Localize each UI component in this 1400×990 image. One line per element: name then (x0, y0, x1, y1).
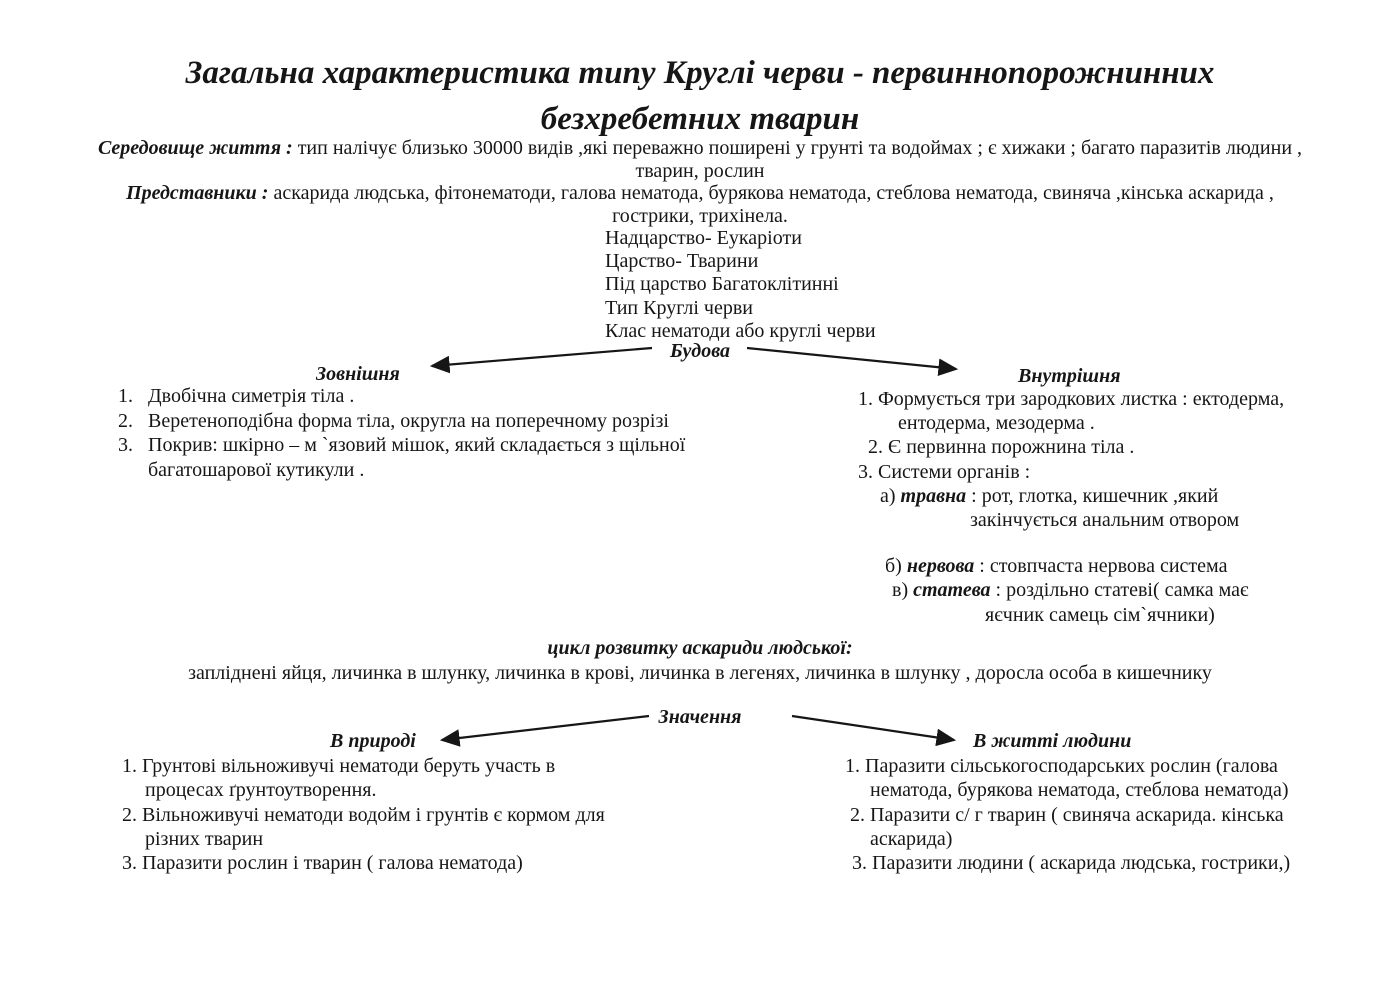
sub-item-continuation: закінчується анальним отвором (970, 509, 1240, 532)
representatives-line1 (40, 182, 1360, 205)
item-number: 1. (118, 385, 133, 407)
human-significance-heading: В житті людини (973, 730, 1132, 752)
internal-structure-list (858, 387, 1378, 627)
sub-item-prefix: в) (892, 579, 914, 602)
sub-item-digestive (880, 484, 1378, 508)
item-line: багатошарової кутикули . (148, 458, 365, 481)
taxonomy-line-phylum: Тип Круглі черви (605, 296, 754, 319)
list-item-line: 2. Паразити с/ г тварин ( свиняча аскарида. кінська (850, 803, 1284, 826)
list-item-line: процесах ґрунтоутворення. (145, 779, 377, 802)
list-item-line: ентодерма, мезодерма . (898, 412, 1095, 435)
taxonomy-line-superkingdom: Надцарство- Еукаріоти (605, 227, 802, 249)
page-title (0, 50, 1400, 142)
human-significance-list (845, 754, 1385, 875)
taxonomy-list (605, 227, 876, 343)
representatives-label: Представники : (126, 182, 269, 204)
external-structure-heading: Зовнішня (316, 363, 400, 385)
page-title-line2: безхребетних тварин (540, 101, 860, 137)
habitat-text: тип налічує близько 30000 видів ,які переважно поширені у грунті та водоймах ; є хижаки ; багато паразитів людини , (297, 137, 1303, 159)
list-item-line: аскарида) (870, 827, 953, 850)
representatives-text: аскарида людська, фітонематоди, галова нематода, бурякова нематода, стеблова нематода, свиняча ,кінська аскарида , (273, 182, 1274, 204)
list-item-line: 1. Формується три зародкових листка : ектодерма, (858, 388, 1285, 410)
list-item-line: різних тварин (145, 827, 264, 850)
sub-item-nervous (885, 554, 1378, 578)
item-body (148, 433, 685, 482)
list-item-line: 3. Паразити людини ( аскарида людська, гострики,) (852, 852, 1291, 875)
habitat-line1 (40, 137, 1360, 160)
list-item (118, 409, 758, 434)
nature-significance-heading: В природі (330, 730, 416, 752)
item-number: 3. (118, 434, 133, 456)
representatives-paragraph (40, 182, 1360, 227)
sub-item-text: : стовпчаста нервова система (974, 555, 1228, 578)
habitat-line2: тварин, рослин (635, 159, 765, 182)
list-item-line: 1. Паразити сільськогосподарських рослин (галова (845, 755, 1278, 777)
list-item-line: 3. Паразити рослин і тварин ( галова нематода) (122, 852, 523, 875)
sub-item-keyword: нервова (906, 555, 975, 578)
sub-item-keyword: статева (913, 579, 991, 602)
taxonomy-line-class: Клас нематоди або круглі черви (605, 319, 876, 342)
list-item (118, 433, 758, 482)
sub-item-text: : роздільно статеві( самка має (990, 579, 1249, 602)
item-line: Веретеноподібна форма тіла, округла на поперечному розрізі (148, 409, 669, 432)
sub-item-text: : рот, глотка, кишечник ,який (966, 484, 1219, 507)
sub-item-reproductive (892, 578, 1378, 602)
nature-significance-list (122, 754, 742, 875)
taxonomy-line-kingdom: Царство- Тварини (605, 250, 759, 273)
item-line: Двобічна симетрія тіла . (148, 385, 355, 407)
sub-item-keyword: травна (900, 484, 967, 507)
sub-item-prefix: б) (885, 555, 907, 578)
list-item-line: 1. Грунтові вільноживучі нематоди беруть участь в (122, 755, 556, 777)
item-line: Покрив: шкірно – м `язовий мішок, який складається з щільної (148, 434, 686, 456)
list-item (118, 384, 758, 409)
structure-heading: Будова (670, 340, 730, 362)
habitat-label: Середовище життя : (97, 137, 293, 159)
sub-item-prefix: а) (880, 484, 901, 507)
taxonomy-line-subkingdom: Під царство Багатоклітинні (605, 273, 839, 296)
representatives-line2: гострики, трихінела. (612, 204, 788, 227)
list-item-line: 3. Системи органів : (858, 460, 1031, 483)
item-number: 2. (118, 409, 133, 432)
list-item-line: нематода, бурякова нематода, стеблова нематода) (870, 779, 1289, 802)
list-item-line: 2. Є первинна порожнина тіла . (868, 436, 1135, 459)
sub-item-continuation: яєчник самець сім`ячники) (985, 603, 1215, 626)
life-cycle-heading: цикл розвитку аскариди людської: (547, 637, 853, 659)
list-item-line: 2. Вільноживучі нематоди водойм і грунтів є кормом для (122, 803, 605, 826)
internal-structure-heading: Внутрішня (1018, 365, 1121, 387)
external-structure-list (118, 384, 758, 482)
significance-heading: Значення (658, 706, 742, 728)
life-cycle-text: запліднені яйця, личинка в шлунку, личинка в крові, личинка в легенях, личинка в шлунку , доросла особа в кишечнику (188, 662, 1212, 684)
page-title-line1: Загальна характеристика типу Круглі черви - первиннопорожнинних (185, 55, 1215, 91)
habitat-paragraph (40, 137, 1360, 182)
